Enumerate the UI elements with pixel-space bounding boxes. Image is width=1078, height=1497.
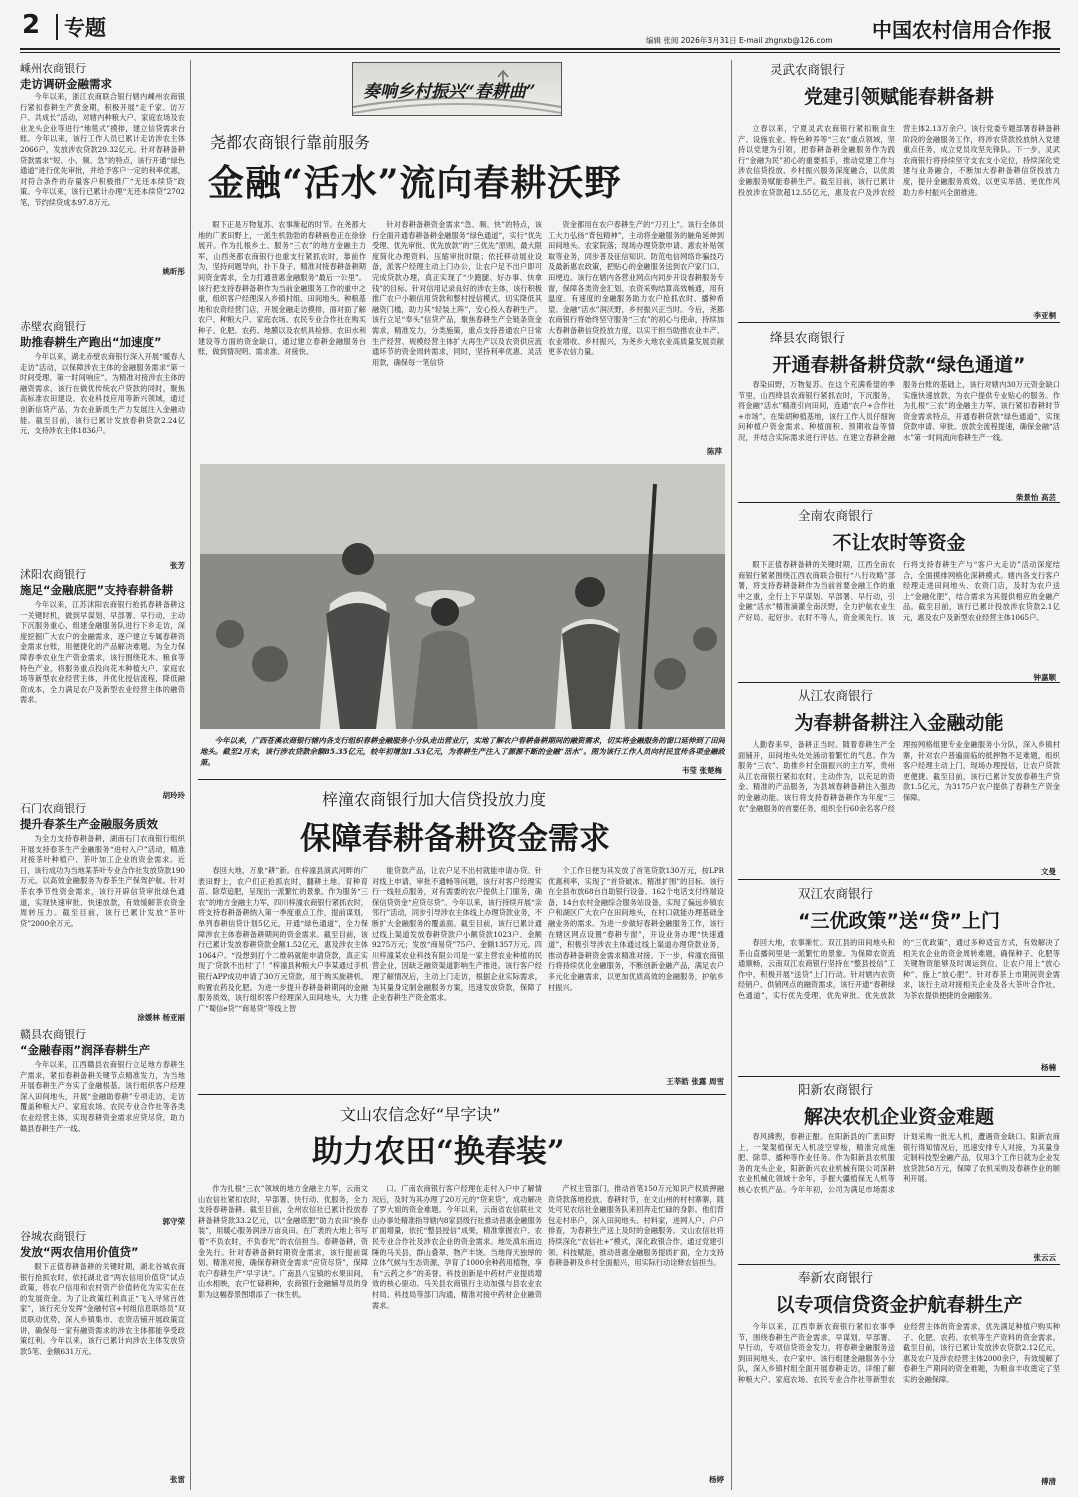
brief-author: 郭守荣 — [162, 1217, 185, 1226]
brief-yangxin — [738, 1080, 1060, 1264]
brief-title: 不让农时等资金 — [832, 532, 966, 554]
brief-congjiang — [738, 686, 1060, 878]
main-article-col3: 资金都用在农户春耕生产的“刀刃上”。该行全体员工大力弘扬“背包精神”，主动将金融服务的触角延伸到田间地头、农家院落；现场办理贷款申请、惠农补贴领取等业务，同步普及征信知识、防范电信网络诈骗技巧及最新惠农政策，把贴心的金融服务送到农户家门口、田埂边。该行在辖内各营业网点内同步开设春耕服务专窗，保障各类资金汇划、农资采购结算高效畅通，用有温度、有速度的金融服务助力农户抢抓农时、播种希望。金融“活水”润沃野，乡村振兴正当时。今后，尧都农商银行将始终坚守服务“三农”的初心与使命，持续加大春耕备耕信贷投放力度，以实干担当助推农业丰产、农业增收、乡村振兴，为尧乡大地农业高质量发展贡献更多农信力量。 — [548, 220, 724, 357]
brief-author: 傅清 — [1041, 1477, 1056, 1486]
brief-jiangxian — [738, 328, 1060, 502]
brief-author: 张云云 — [1033, 1253, 1056, 1262]
zitong-headline: 保障春耕备耕资金需求 — [300, 821, 610, 857]
brief-title: 提升春茶生产金融服务质效 — [20, 817, 158, 831]
photo-caption: 今年以来，广西苍溪农商银行辖内各支行组织春耕金融服务小分队走出营业厅，实地了解农户春耕备耕期间的融资需求，切实将金融服务的窗口延伸到了田间地头。截至2月末，该行涉农贷款余额85.35亿元，较年初增加1.53亿元，为春耕生产注入了源源不断的金融“活水”。图为该行工作人员向村民宣传各项金融政策。 — [200, 736, 725, 767]
brief-fengxin — [738, 1268, 1060, 1490]
brief-text: 春染田野，万物复苏。在这个充满希望的季节里，山西绛县农商银行紧抓农时，下沉服务，将金融“活水”精准引向田间，连通“农户+合作社+市场”。在柴胡种植基地，该行工作人员仔细询问种植户资金需求、种植面积、预期收益等情况，并结合实际需求进行评估。在建立春耕金融服务台账的基础上，该行对辖内30万元资金缺口实施快速放款，为农户提供专业贴心的服务。作为扎根“三农”的金融主力军，该行紧扣春耕时节资金需求特点，开通春耕贷款“绿色通道”，实现贷款申请、审批、放款全流程提速，确保金融“活水”第一时间流向春耕生产一线。 — [738, 380, 1060, 442]
banner-text: 奏响乡村振兴“春耕曲” — [363, 82, 536, 102]
brief-text: 今年以来，浙江农商联合银行辖内嵊州农商银行紧扣春耕生产黄金期，积极开展“走千家、访万户、共成长”活动，对辖内种粮大户、家庭农场及农业龙头企业等进行“地毯式”摸排，建立信贷需求台账。今年以来，该行工作人员已累计走访涉农主体2066户，发放涉农贷款29.32亿元。针对春耕备耕贷款需求“短、小、频、急”的特点，该行开通“绿色通道”进行优先审批，并给予客户一定的利率优惠，对符合条件的存量客户积极推广“无还本续贷”政策。今年以来，该行已累计办理“无还本续贷”2702笔，节约续贷成本97.8万元。 — [20, 92, 185, 207]
brief-bank: 奉新农商银行 — [798, 1270, 874, 1285]
people-in-field-icon — [200, 464, 725, 729]
zitong-article-col2: 能贷款产品，让农户足不出村就能申请办贷。针对线上申请、审批不通畅等问题，该行对客户经理实行一线驻点服务，对有需要的农户提供上门服务，确保信贷资金“应贷尽贷”。今年以来，该行持续开展“亲邻行”活动，同步引导涉农主体线上办理贷款业务，不断扩大金融服务的覆盖面。截至目前，该行已累计通过线上渠道发放春耕贷款户小额贷款1023户、金额9275万元；发放“商易贷”75户、金额1357万元。四川梓潼某农业科技有限公司是一家主营农业种植的民营企业，因缺乏融资渠道影响生产推进。该行客户经理了解情况后，主动上门走访，根据企业实际需求，为其量身定制金融服务方案，迅速发放贷款，保障了企业春耕生产资金需求。 — [372, 866, 542, 1003]
header-rule — [20, 48, 1060, 50]
left-column-separator — [190, 60, 191, 1490]
brief-text: 今年以来，江苏沭阳农商银行抢抓春耕备耕这一关键时机，做到早谋划、早部署、早行动，主动下沉服务重心，组建金融服务队进行下乡走访，深度挖掘广大农户的金融需求，逐户建立专属春耕资金需求台账，用便捷化的产品解决难题。为全力保障春季农业生产资金需求，该行围绕花木、粮食等特色产业，将服务重点投向花木种植大户、家庭农场等新型农业经营主体，并优化授信流程，降低融资成本，全力满足农户及新型农业经营主体的融资需求。 — [20, 600, 185, 705]
brief-author: 张雷 — [170, 1475, 185, 1484]
brief-title: 解决农机企业资金难题 — [803, 1106, 994, 1128]
brief-text: 人勤春来早，备耕正当时。随着春耕生产全面铺开，田间地头处处涌动着繁忙的气息。作为服务“三农”、助推乡村全面振兴的主力军，贵州从江农商银行紧扣农时、主动作为，以充足的资金、精准的产品服务，为县域春耕备耕注入强劲的金融动能。该行将支持春耕备耕作为年度“三农”金融服务的首要任务，组织全行60余名客户经理按网格组建专业金融服务小分队，深入乡镇村寨，针对农户普遍面临的抵押物不足难题，组织客户经理主动上门，现场办理授信，让农户贷款更便捷。截至目前，该行已累计发放春耕生产贷款1.5亿元，为3175户农户提供了春耕生产资金保障。 — [738, 740, 1060, 813]
right-rule-6 — [738, 1264, 1060, 1265]
header-rule-thin — [20, 52, 1060, 53]
brief-shuangjiang — [738, 884, 1060, 1074]
brief-shimen — [20, 800, 185, 1022]
brief-shengzhou — [20, 60, 185, 278]
brief-text: 今年以来，江西奉新农商银行紧扣农事季节，围绕春耕生产资金需求，早谋划、早部署、早行动，专项信贷资金发力，将春耕金融服务送到田间地头、农户家中。该行组建金融服务小分队，深入乡镇村组全面开展春耕走访，详细了解种粮大户、家庭农场、农民专业合作社等新型农业经营主体的资金需求，优先满足种植户购买种子、化肥、农药、农机等生产资料的资金需求。截至目前，该行已累计发放涉农贷款2.12亿元，惠及农户及涉农经营主体2000余户，有效缓解了春耕生产期间的资金难题，为粮食丰收奠定了坚实的金融保障。 — [738, 1322, 1060, 1384]
wenshan-headline: 助力农田“换春装” — [312, 1134, 565, 1170]
brief-quannan — [738, 506, 1060, 682]
brief-title: 为春耕备耕注入金融动能 — [794, 712, 1004, 734]
brief-author: 钟嘉顺 — [1033, 673, 1056, 682]
brief-text: 眼下正值春耕备耕的关键时期，江西全南农商银行紧紧围绕江西农商联合银行“八行攻略”部署，将支持春耕备耕作为当前首要金融工作的重中之重，全行上下早谋划、早部署、早行动，引金融“活水”精准滴灌全南沃野，全力护航农业生产好局、起好步。农时不等人，资金须先行。该行将支持春耕生产与“客户大走访”活动深度结合，全面摸排网格化深耕模式。辖内各支行客户经理走进田间地头、农资门店，及时为农户送上“金融化肥”，结合需求为其提供相应的金融产品。截至目前，该行已累计投放涉农贷款2.1亿元，惠及农户及新型农业经营主体1065户。 — [738, 560, 1060, 622]
brief-author: 李亚桐 — [1033, 311, 1056, 320]
brief-bank: 阳新农商银行 — [798, 1082, 874, 1097]
page-number-divider — [56, 14, 58, 40]
brief-gucheng — [20, 1228, 185, 1488]
brief-title: 走访调研金融需求 — [20, 77, 112, 91]
brief-title: 党建引领赋能春耕备耕 — [803, 86, 994, 108]
brief-author: 柴景怡 高芸 — [1015, 493, 1056, 502]
wenshan-article-col2: 口。广南农商银行客户经理在走村入户中了解情况后，及时为其办理了20万元的“贷来贷”，成功解决了罗大姐的资金难题。今年以来，云南省农信联社文山办事处精准指导辖内8家县级行社推动普惠金融服务扩面增量，依托“整县授信”成果，精准掌握农户、农民专业合作社及涉农企业的资金需求。地处滇东南边陲的马关县，群山叠翠、物产丰饶。当地得天独厚的立体气候与生态资源，孕育了1000余种药用植物，享有“云药之乡”的美誉。科技创新是中药材产业提质增效的核心驱动。马关县农商银行主动加强与县农业农村局、科技局等部门沟通，精准对接中药材企业融资需求。 — [372, 1184, 542, 1310]
right-rule-4 — [738, 879, 1060, 880]
brief-author: 姚昕彤 — [162, 267, 185, 276]
main-article-col1: 眼下正是万物复苏、农事渐起的时节。在尧都大地的广袤田野上，一派生机勃勃的春耕画卷正在徐徐展开。作为扎根乡土、服务“三农”的地方金融主力军，山西尧都农商银行也重支行紧抓农时，靠前作为，坚持问题导向，扑下身子、精准对接春耕备耕期间资金需求，全力打通普惠金融服务“最后一公里”。该行把支持春耕备耕作为当前金融服务工作的重中之重，组织客户经理深入乡镇村组、田间地头、种粮基地和农资经营门店，开展金融走访摸排，面对面了解农户、种粮大户、家庭农场、农民专业合作社在购买种子、化肥、农药、地膜以及农机具检修、农田水利建设等方面的资金缺口，通过建立春耕金融服务台账，做到情况明、需求准、对接快。 — [198, 220, 366, 357]
wenshan-article-col1: 作为扎根“三农”领域的地方金融主力军，云南文山农信社紧扣农时，早部署、快行动、优服务，全力支持春耕备耕。截至目前，全州农信社已累计投放春耕备耕贷款33.2亿元，以“金融底肥”助力农田“换春装”，用暖心服务润泽万亩良田。在广袤的大地上书写着“不负农时，不负春光”的农信担当。春耕备耕，资金先行。针对春耕备耕时期资金需求，该行提前谋划、精准对接，确保春耕资金需求“应贷尽贷”，保障农户春耕生产“早字诀”。广南县八宝镇的水果田间，山水相映，农户忙碌耕种，农商银行金融辅导员的身影为这幅春景图增添了一抹生机。 — [198, 1184, 368, 1299]
zitong-article-col1: 春回大地，万象“耕”新。在梓潼县演武河畔的广袤田野上，农户们正抢抓农时，翻耕土地、育种育苗、除草追肥，呈现出一派繁忙的景象。作为服务“三农”的地方金融主力军，四川梓潼农商银行紧抓农时，将支持春耕备耕纳入第一季度重点工作，提前谋划，单列春耕信贷计划5亿元，开通“绿色通道”，全力保障涉农主体春耕备耕期间的资金需求。截至目前，该行已累计发放春耕贷款金额1.52亿元，惠及涉农主体1064户。“没想到打个二维码就能申请贷款，真正实现了‘贷款不出村’了！”梓潼县种粮大户李某通过手机银行APP成功申请了30万元贷款，用于购买旋耕机、购置农药及化肥。为进一步提升春耕备耕期间的金融服务质效，该行组织客户经理深入田间地头，大力推广“蜀信e贷”“商易贷”等线上智 — [198, 866, 368, 1013]
photo-rule — [198, 779, 726, 780]
brief-title: “三优政策”送“贷”上门 — [798, 910, 1000, 932]
brief-text: 今年以来，湖北赤壁农商银行深入开展“暖春人走访”活动，以保障涉农主体的金融服务需求“第一时间受理、第一时间响应”。为精准对接涉农主体的融资需求，该行在做优传统农户贷款的同时，聚焦高标准农田建设、农业科技应用等新兴领域，通过创新信贷产品，为农业新质生产力发展注入金融动能。截至目前，该行已累计发放春耕贷款2.24亿元，支持涉农主体1836户。 — [20, 352, 185, 436]
brief-text: 今年以来，江西赣县农商银行立足地方春耕生产需求，紧扣春耕备耕关键节点精准发力，为当地开展春耕生产夯实了金融根基。该行组织客户经理深入田间地头，开展“金融助春耕”专项走访，走访覆盖种粮大户、家庭农场、农民专业合作社等各类农业经营主体，实现春耕资金需求应贷尽贷，助力赣县春耕生产一线。 — [20, 1060, 185, 1133]
editor-info: 编辑 张阅 2026年3月31日 E-mail zhgnxb@126.com — [646, 36, 833, 45]
brief-chibi — [20, 318, 185, 572]
wenshan-article-author: 杨婷 — [709, 1475, 724, 1484]
brief-bank: 全南农商银行 — [798, 508, 874, 523]
page-number: 2 — [22, 10, 39, 40]
brief-author: 胡玲玲 — [162, 791, 185, 800]
section-title: 专题 — [64, 16, 106, 40]
brief-text-left: 立春以来，宁夏灵武农商银行紧扣粮食生产、设施农业、特色种养等“三农”重点领域，坚持以党建为引领，把春耕备耕金融服务作为践行“金融为民”初心的重要抓手，推动党建工作与涉农信贷投放、乡村振兴服务深度融合，以优质金融服务赋能春耕生产。截至目前，该行已累计投放涉农贷款超12.55亿元，惠及农户及涉农经营主体2.13万余户。该行党委专题部署春耕备耕阶段的金融服务工作，将涉农贷款投放纳入党建重点任务，成立党员攻坚先锋队。下一步，灵武农商银行将持续坚守支农支小定位，持续深化党建与业务融合，不断加大春耕备耕信贷投放力度，提升金融服务质效，以更实举措、更优作风助力乡村振兴全面推进。 — [738, 124, 1060, 197]
brief-bank: 嵊州农商银行 — [20, 62, 86, 75]
brief-bank: 石门农商银行 — [20, 802, 86, 815]
brief-bank: 双江农商银行 — [798, 886, 874, 901]
brief-bank: 赤壁农商银行 — [20, 320, 86, 333]
brief-title: “金融春雨”润泽春耕生产 — [20, 1043, 151, 1057]
zitong-kicker: 梓潼农商银行加大信贷投放力度 — [322, 790, 547, 809]
main-headline: 金融“活水”流向春耕沃野 — [208, 162, 622, 204]
brief-ganxian — [20, 1026, 185, 1226]
paper-name: 中国农村信用合作报 — [872, 18, 1052, 42]
news-photo — [200, 464, 725, 729]
right-rule-5 — [738, 1076, 1060, 1077]
brief-title: 以专项信贷资金护航春耕生产 — [775, 1294, 1023, 1316]
brief-bank: 赣县农商银行 — [20, 1028, 86, 1041]
brief-text: 为全力支持春耕备耕，湖南石门农商银行组织开展支持春茶生产金融服务“进村入户”活动，精准对接茶叶种植户、茶叶加工企业的资金需求。近日，该行成功为当地某茶叶专业合作社发放贷款190万元，以高效金融服务为春茶生产保驾护航。针对茶农季节性资金需求，该行开辟信贷审批绿色通道，实现快速审批、快速放款，有效缓解茶农资金周转压力。截至目前，该行已累计发放“茶叶贷”2000余万元。 — [20, 834, 185, 928]
brief-author: 张芳 — [170, 561, 185, 570]
brief-text: 春回大地，农事渐忙。双江县的田间地头和茶山直播间里是一派繁忙的景象。为保障农资流通顺畅，云南双江农商银行坚持在“整县授信”工作中，积极开展“送贷”上门行动。针对辖内农资经销户、供销网点的融资需求，该行开通“春耕绿色通道”，实行优先受理、优先审批、优先放款的“三优政策”，通过多种适宜方式，有效解决了相关农企业的资金周转难题，确保种子、化肥等关键物资能够及时调运到位，让农户用上“放心种”、施上“放心肥”。针对春茶上市期间资金需求，该行主动对接相关企业及各大茶叶合作社，为茶农提供便捷的金融服务。 — [738, 938, 1060, 1000]
brief-bank: 谷城农商银行 — [20, 1230, 86, 1243]
brief-bank: 从江农商银行 — [798, 688, 874, 703]
wenshan-kicker: 文山农信念好“早字诀” — [340, 1105, 501, 1124]
brief-title: 开通春耕备耕贷款“绿色通道” — [772, 354, 1026, 376]
brief-author: 杨楠 — [1041, 1063, 1056, 1072]
main-article-col2: 针对春耕备耕资金需求“急、频、快”的特点，该行全面开通春耕备耕金融服务“绿色通道”，实行“优先受理、优先审批、优先放款”的“三优先”原则，最大限度简化办理资料、压缩审批时限；依托移动展业设备，派客户经理主动上门办公，让农户足不出户即可完成贷款办理，真正实现了“少跑腿、好办事、快拿钱”的目标。针对信用记录良好的涉农主体，该行积极推广农户小额信用贷款和整村授信模式，切实降低其融资门槛，助力其“轻装上阵”，安心投入春耕生产。该行立足“奉头”信贷产品，聚焦春耕生产全链条资金需求，精准发力，分类施策，重点支持普通农户日常生产经营、规模经营主体扩大再生产以及农资供应流通环节的资金周转需求，同时，坚持利率优惠、灵活用款，确保每一笔信贷 — [372, 220, 542, 367]
right-rule-1 — [738, 322, 1060, 323]
brief-lingwu — [738, 60, 1060, 322]
brief-text: 眼下正值春耕备耕的关键时期，湖北谷城农商银行抢抓农时，依托湖北省“两农信用价值贷”试点政策，将农户信用和农村资产价值转化为实实在在的发展资金。为了让政策红利真正“飞入寻常百姓家”，该行充分发挥“金融村官+村组信息联络员”双员联动优势，深入乡镇集市、农资店铺开展政策宣讲，确保每一家有融资需求的涉农主体都能享受政策红利。今年以来，该行已累计向涉农主体发放贷款5笔、金额631万元。 — [20, 1262, 185, 1356]
brief-bank: 沭阳农商银行 — [20, 568, 86, 581]
zitong-article-col3: 个工作日便为其发放了首笔贷款130万元，按LPR优惠利率，实现了“首贷破冰、精准扩围”的目标。该行在全县布放68台自助银行设备、162个电话支付终端设备，14台农村金融综合服务站设备，实现了偏远乡镇农户和湖区广大农户在田间地头，在村口就能办理基础金融业务的需求。为进一步做好春耕金融服务工作，该行在辖区网点设置“春耕专窗”，开设业务办理“快速通道”，积极引导涉农主体通过线上渠道办理贷款业务，推动春耕备耕资金需求精准对接。下一步，梓潼农商银行将持续优化金融服务，不断创新金融产品，满足农户多元化金融需求，以更加优质高效的金融服务，护航乡村振兴。 — [548, 866, 724, 992]
brief-text: 春风拂煦，春耕正酣。在阳新县的广袤田野上，一架架植保无人机凌空穿梭，精准完成施肥、除草、播种等作业任务。作为阳新县农机服务的龙头企业，阳新新兴农业机械有限公司深耕农业机械化领域十余年，手握大疆植保无人机等核心农机产品。今年年初，公司为满足市场需求计划采购一批无人机，遭遇资金缺口。阳新农商银行得知情况后，迅速安排专人对接，为其量身定制科技型金融产品，仅用3个工作日就为企业发放贷款58万元，保障了农机采购及春耕作业的顺利开展。 — [738, 1132, 1060, 1194]
brief-bank: 灵武农商银行 — [770, 62, 846, 77]
brief-bank: 绛县农商银行 — [770, 330, 846, 345]
brief-title: 发放“两农信用价值贷” — [20, 1245, 139, 1259]
banner — [352, 62, 562, 116]
main-article-author: 陈萍 — [707, 447, 722, 456]
zitong-rule — [198, 1094, 726, 1095]
brief-shuyang — [20, 566, 185, 800]
brief-title: 施足“金融底肥”支持春耕备耕 — [20, 583, 174, 597]
main-kicker: 尧都农商银行靠前服务 — [210, 133, 371, 152]
wenshan-article-col3: 产权主管部门，推动首笔150万元知识产权质押融资贷款落地投放。春耕时节，在文山州的村村寨寨，随处可见农信社金融服务队来回奔走忙碌的身影。他们背包走村串户，深入田间地头、村料家，进网人户、户户排查，为春耕生产送上及时的金融服务。文山农信社将持续深化“农信社+”模式，深化政银合作，通过党建引领、科技赋能，推动普惠金融服务提质扩面，全力支持春耕备耕及乡村全面振兴，用实际行动诠释农信担当。 — [548, 1184, 724, 1268]
photo-credit: 韦莹 张楚梅 — [681, 766, 722, 775]
right-column-separator — [731, 60, 732, 1490]
right-rule-2 — [738, 502, 1060, 503]
brief-author: 涂媛林 杨亚丽 — [137, 1013, 185, 1022]
brief-author: 文曼 — [1041, 867, 1056, 876]
right-rule-3 — [738, 682, 1060, 683]
brief-title: 助推春耕生产跑出“加速度” — [20, 335, 162, 349]
zitong-article-author: 王莘皓 张露 周雪 — [666, 1077, 724, 1086]
